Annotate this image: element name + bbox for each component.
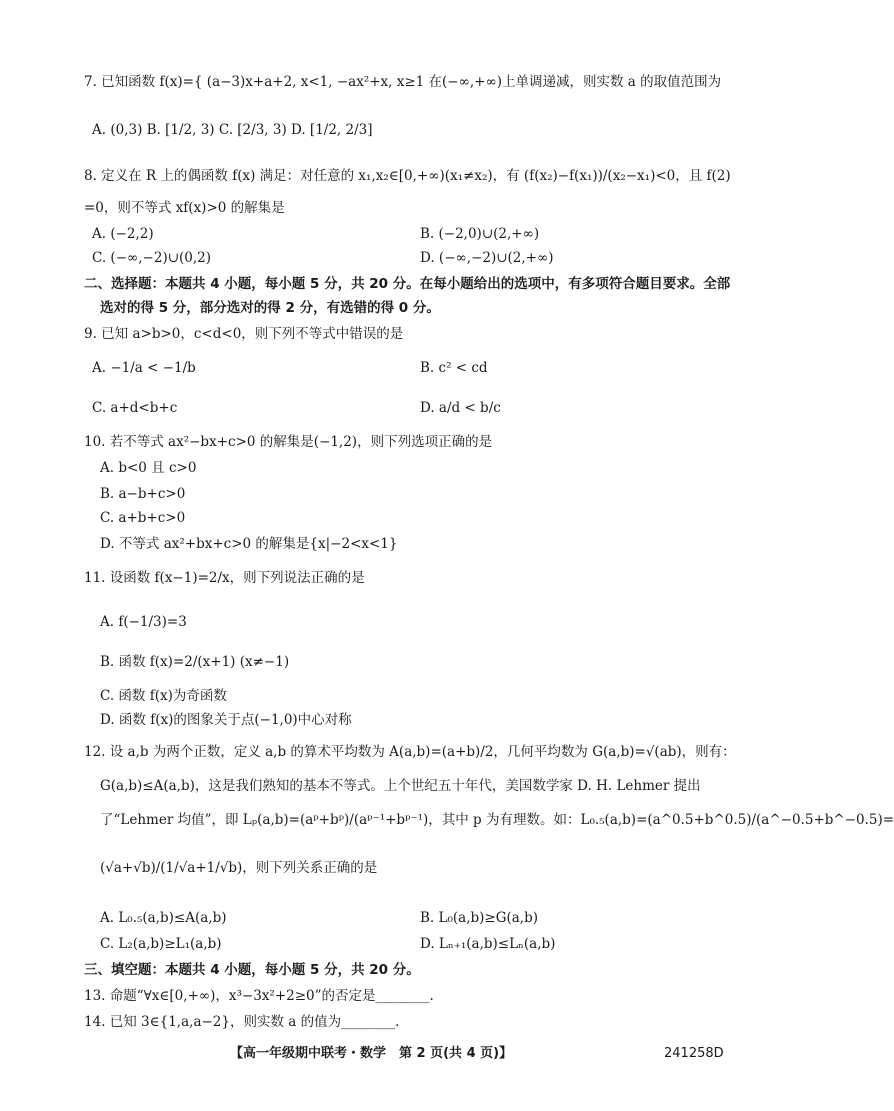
question-10-option-c: C. a+b+c>0 <box>100 510 186 526</box>
question-9-stem: 9. 已知 a>b>0，c<d<0，则下列不等式中错误的是 <box>84 326 404 342</box>
question-8-option-c: C. (−∞,−2)∪(0,2) <box>92 250 212 266</box>
question-11-stem: 11. 设函数 f(x−1)=2/x，则下列说法正确的是 <box>84 570 365 586</box>
question-9-option-d: D. a/d < b/c <box>420 400 501 416</box>
question-8-stem-cont: =0，则不等式 xf(x)>0 的解集是 <box>84 200 285 216</box>
question-9-option-c: C. a+d<b+c <box>92 400 178 416</box>
question-12-line-2: G(a,b)≤A(a,b)，这是我们熟知的基本不等式。上个世纪五十年代，美国数学家 D. H. Lehmer 提出 <box>100 778 701 794</box>
question-7-options: A. (0,3) B. [1/2, 3) C. [2/3, 3) D. [1/2, 2/3] <box>92 122 373 138</box>
question-12-line-1: 12. 设 a,b 为两个正数，定义 a,b 的算术平均数为 A(a,b)=(a+b)/2，几何平均数为 G(a,b)=√(ab)，则有： <box>84 744 736 760</box>
doc-code: 241258D <box>664 1046 724 1061</box>
question-8-stem: 8. 定义在 R 上的偶函数 f(x) 满足：对任意的 x₁,x₂∈[0,+∞)(x₁≠x₂)，有 (f(x₂)−f(x₁))/(x₂−x₁)<0，且 f(2) <box>84 168 731 184</box>
question-9-option-a: A. −1/a < −1/b <box>92 360 196 376</box>
page-footer: 【高一年级期中联考・数学 第 2 页(共 4 页)】 <box>230 1046 513 1061</box>
question-11-option-d: D. 函数 f(x)的图象关于点(−1,0)中心对称 <box>100 712 352 728</box>
question-7-stem: 7. 已知函数 f(x)={ (a−3)x+a+2, x<1, −ax²+x, x≥1 在(−∞,+∞)上单调递减，则实数 a 的取值范围为 <box>84 74 722 90</box>
question-14: 14. 已知 3∈{1,a,a−2}，则实数 a 的值为________. <box>84 1014 400 1030</box>
question-10-stem: 10. 若不等式 ax²−bx+c>0 的解集是(−1,2)，则下列选项正确的是 <box>84 434 493 450</box>
question-11-option-b: B. 函数 f(x)=2/(x+1) (x≠−1) <box>100 654 290 670</box>
question-12-option-a: A. L₀.₅(a,b)≤A(a,b) <box>100 910 227 926</box>
question-12-option-d: D. Lₙ₊₁(a,b)≤Lₙ(a,b) <box>420 936 556 952</box>
question-11-option-a: A. f(−1/3)=3 <box>100 614 187 630</box>
question-12-line-4: (√a+√b)/(1/√a+1/√b)，则下列关系正确的是 <box>100 860 378 876</box>
question-12-line-3: 了“Lehmer 均值”，即 Lₚ(a,b)=(aᵖ+bᵖ)/(aᵖ⁻¹+bᵖ⁻¹)，其中 p 为有理数。如：L₀.₅(a,b)=(a^0.5+b^0.5)/(a^−0.5+b^−0.5)= <box>100 812 894 828</box>
question-8-option-b: B. (−2,0)∪(2,+∞) <box>420 226 540 242</box>
section-heading: 选对的得 5 分，部分选对的得 2 分，有选错的得 0 分。 <box>100 300 440 316</box>
question-10-option-d: D. 不等式 ax²+bx+c>0 的解集是{x|−2<x<1} <box>100 536 398 552</box>
question-12-option-c: C. L₂(a,b)≥L₁(a,b) <box>100 936 222 952</box>
section-heading: 三、填空题：本题共 4 小题，每小题 5 分，共 20 分。 <box>84 962 420 978</box>
question-11-option-c: C. 函数 f(x)为奇函数 <box>100 688 227 704</box>
question-13: 13. 命题“∀x∈[0,+∞)，x³−3x²+2≥0”的否定是________. <box>84 988 434 1004</box>
question-10-option-b: B. a−b+c>0 <box>100 486 186 502</box>
question-8-option-a: A. (−2,2) <box>92 226 154 242</box>
question-10-option-a: A. b<0 且 c>0 <box>100 460 197 476</box>
question-12-option-b: B. L₀(a,b)≥G(a,b) <box>420 910 539 926</box>
section-heading: 二、选择题：本题共 4 小题，每小题 5 分，共 20 分。在每小题给出的选项中，有多项符合题目要求。全部 <box>84 276 731 292</box>
question-8-option-d: D. (−∞,−2)∪(2,+∞) <box>420 250 554 266</box>
question-9-option-b: B. c² < cd <box>420 360 488 376</box>
